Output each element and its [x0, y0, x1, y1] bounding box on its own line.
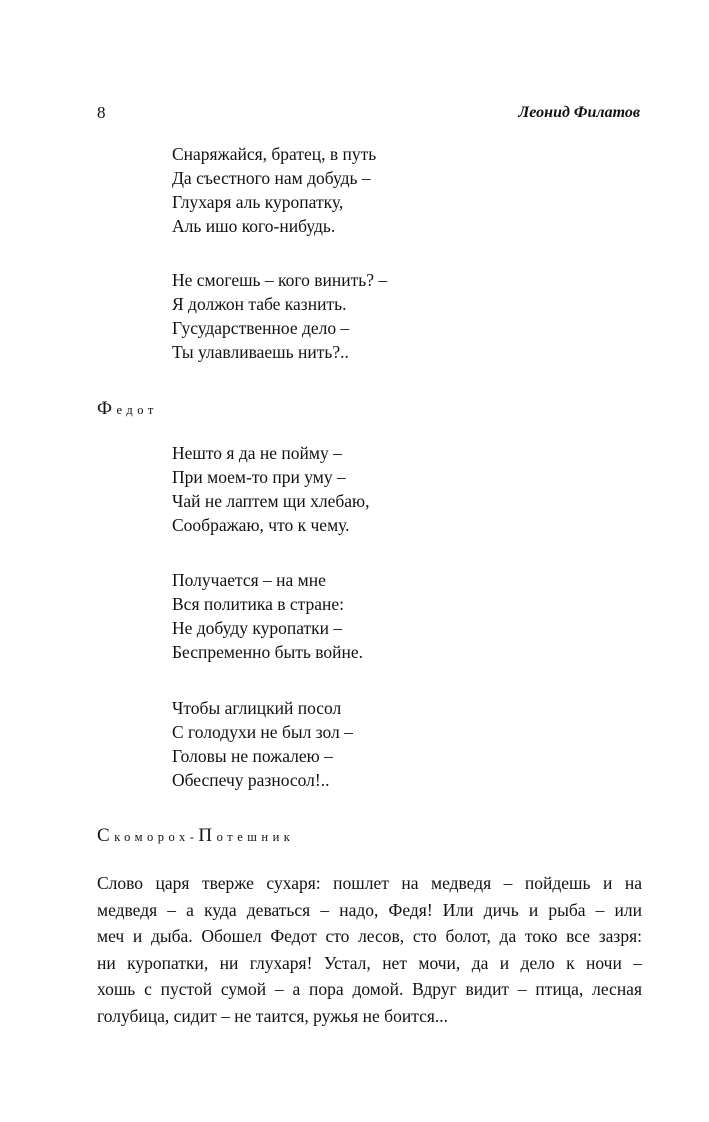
prose-line: меч и дыба. Обошел Федот сто лесов, сто болот, да токо все зазря:	[97, 926, 642, 946]
verse-line: Ты улавливаешь нить?..	[172, 342, 349, 362]
running-head-author: Леонид Филатов	[518, 104, 640, 121]
prose-line: хошь с пустой сумой – а пора домой. Вдруг видит – птица, лесная	[97, 979, 642, 999]
prose-paragraph	[97, 870, 642, 1029]
verse-line: Не смогешь – кого винить? –	[172, 270, 388, 290]
speaker-rest: отешник	[216, 830, 295, 844]
prose-line: медведя – а куда деваться – надо, Федя! Или дичь и рыба – или	[97, 899, 642, 920]
prose-line: Слово царя тверже сухаря: пошлет на медведя – пойдешь и на	[97, 873, 642, 893]
speaker-initial: П	[198, 825, 217, 846]
verse-line: Чтобы аглицкий посол	[172, 698, 342, 718]
verse-line: Соображаю, что к чему.	[172, 515, 350, 535]
speaker-fedot	[97, 398, 158, 420]
verse-line: С голодухи не был зол –	[172, 722, 353, 742]
verse-line: Беспременно быть войне.	[172, 642, 364, 662]
stanza-4	[172, 568, 363, 664]
verse-line: Я должон табе казнить.	[172, 294, 347, 314]
verse-line: Обеспечу разносол!..	[172, 770, 330, 790]
verse-line: Чай не лаптем щи хлебаю,	[172, 491, 370, 511]
speaker-skomorokh	[97, 825, 294, 847]
verse-line: Вся политика в стране:	[172, 594, 345, 614]
prose-line: ни куропатки, ни глухаря! Устал, нет мочи, да и дело к ночи –	[97, 952, 642, 973]
stanza-2	[172, 268, 387, 364]
verse-line: Глухаря аль куропатку,	[172, 192, 344, 212]
verse-line: Нешто я да не пойму –	[172, 443, 342, 463]
verse-line: Гусударственное дело –	[172, 318, 350, 338]
speaker-initial: С	[97, 825, 115, 846]
verse-line: Да съестного нам добудь –	[172, 168, 371, 188]
stanza-3	[172, 441, 369, 537]
speaker-rest: едот	[116, 403, 158, 417]
page-number: 8	[97, 103, 106, 122]
stanza-5	[172, 696, 353, 792]
verse-line: При моем-то при уму –	[172, 467, 346, 487]
prose-line: голубица, сидит – не таится, ружья не боится...	[97, 1005, 449, 1026]
verse-line: Аль ишо кого-нибудь.	[172, 216, 336, 236]
verse-line: Головы не пожалею –	[172, 746, 333, 766]
stanza-1	[172, 142, 376, 238]
verse-line: Снаряжайся, братец, в путь	[172, 144, 377, 164]
verse-line: Не добуду куропатки –	[172, 618, 343, 638]
speaker-initial: Ф	[97, 398, 117, 419]
verse-line: Получается – на мне	[172, 570, 326, 590]
speaker-hyphen: -	[189, 830, 199, 844]
speaker-rest: коморох	[114, 830, 190, 844]
